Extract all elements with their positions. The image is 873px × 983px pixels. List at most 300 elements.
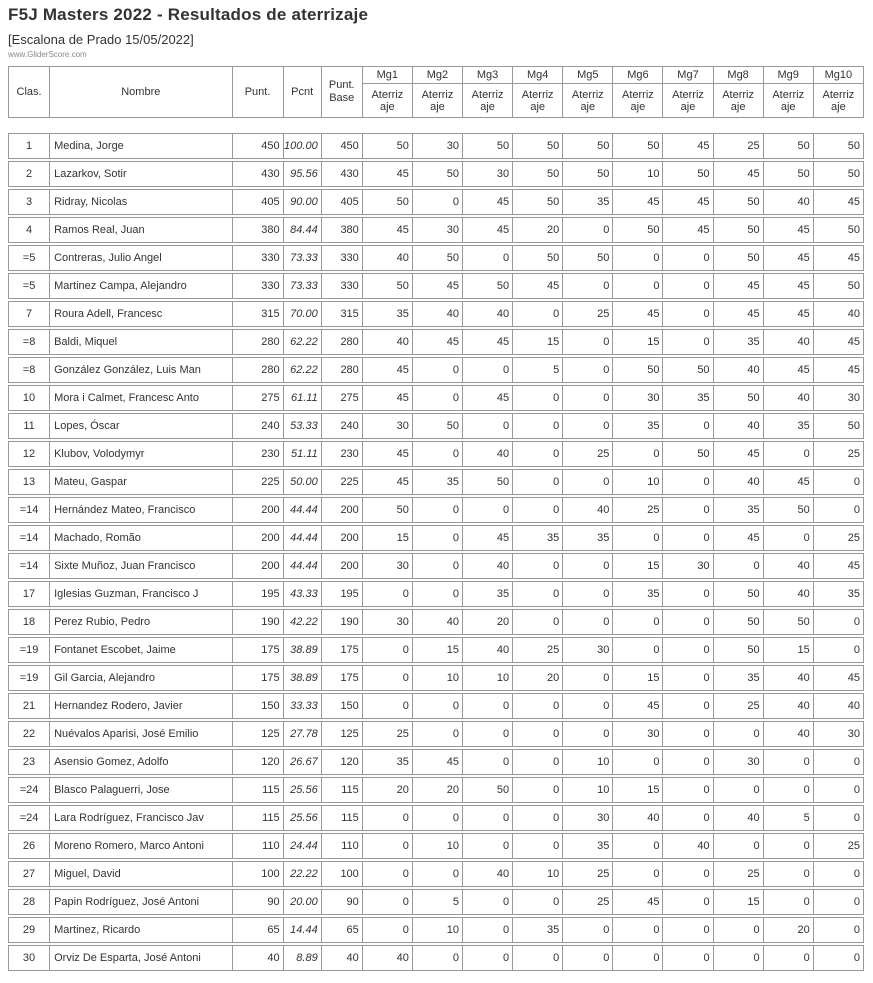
mg6-landing-cell: 50 — [613, 217, 663, 243]
mg8-landing-cell: 50 — [714, 637, 764, 663]
points-cell: 115 — [233, 805, 284, 831]
mg4-landing-cell: 0 — [513, 889, 563, 915]
percent-cell: 61.11 — [284, 385, 322, 411]
mg10-landing-cell: 0 — [814, 609, 864, 635]
table-row — [8, 441, 864, 467]
mg6-landing-cell: 0 — [613, 637, 663, 663]
mg5-landing-cell: 0 — [563, 609, 613, 635]
mg1-landing-cell: 15 — [363, 525, 413, 551]
rank-cell: =8 — [8, 357, 50, 383]
pilot-name-cell: Hernandez Rodero, Javier — [50, 693, 232, 719]
percent-cell: 53.33 — [284, 413, 322, 439]
mg3-landing-cell: 40 — [463, 861, 513, 887]
mg1-label: Mg1 — [363, 67, 412, 84]
table-row — [8, 693, 864, 719]
mg6-landing-cell: 0 — [613, 525, 663, 551]
mg9-landing-cell: 45 — [764, 273, 814, 299]
mg5-landing-cell: 50 — [563, 161, 613, 187]
mg1-landing-cell: 45 — [363, 217, 413, 243]
mg5-landing-cell: 0 — [563, 273, 613, 299]
mg6-landing-cell: 0 — [613, 273, 663, 299]
mg3-landing-cell: 45 — [463, 385, 513, 411]
mg2-landing-cell: 0 — [413, 525, 463, 551]
base-points-cell: 125 — [322, 721, 363, 747]
punt-base-label: Punt. Base — [328, 79, 355, 104]
mg3-landing-cell: 40 — [463, 301, 513, 327]
mg9-landing-cell: 40 — [764, 721, 814, 747]
rank-cell: 13 — [8, 469, 50, 495]
pilot-name-cell: Lopes, Óscar — [50, 413, 232, 439]
table-row — [8, 581, 864, 607]
mg9-landing-cell: 0 — [764, 441, 814, 467]
rank-cell: =24 — [8, 805, 50, 831]
column-header-mg3 — [463, 66, 513, 118]
mg6-landing-cell: 0 — [613, 245, 663, 271]
table-row — [8, 805, 864, 831]
column-header-mg10 — [814, 66, 864, 118]
mg5-label: Mg5 — [563, 67, 612, 84]
mg3-landing-cell: 0 — [463, 833, 513, 859]
table-row — [8, 413, 864, 439]
table-row — [8, 721, 864, 747]
mg2-landing-cell: 0 — [413, 861, 463, 887]
mg8-landing-cell: 50 — [714, 385, 764, 411]
mg2-landing-cell: 40 — [413, 301, 463, 327]
points-cell: 280 — [233, 329, 284, 355]
mg10-landing-cell: 50 — [814, 161, 864, 187]
mg3-landing-cell: 40 — [463, 553, 513, 579]
column-header-pcnt: Pcnt — [284, 66, 322, 118]
mg9-landing-cell: 45 — [764, 357, 814, 383]
percent-cell: 50.00 — [284, 469, 322, 495]
points-cell: 280 — [233, 357, 284, 383]
page-title: F5J Masters 2022 - Resultados de aterrizaje — [8, 5, 369, 24]
table-row — [8, 497, 864, 523]
percent-cell: 84.44 — [284, 217, 322, 243]
rank-cell: =5 — [8, 245, 50, 271]
mg3-landing-cell: 0 — [463, 805, 513, 831]
mg1-landing-cell: 0 — [363, 693, 413, 719]
points-cell: 65 — [233, 917, 284, 943]
base-points-cell: 280 — [322, 329, 363, 355]
mg3-landing-cell: 10 — [463, 665, 513, 691]
rank-cell: 26 — [8, 833, 50, 859]
mg2-landing-cell: 45 — [413, 273, 463, 299]
mg1-landing-cell: 40 — [363, 945, 413, 971]
mg7-landing-cell: 50 — [663, 441, 713, 467]
mg4-landing-cell: 45 — [513, 273, 563, 299]
mg7-landing-cell: 0 — [663, 665, 713, 691]
mg3-landing-cell: 0 — [463, 889, 513, 915]
mg8-landing-cell: 45 — [714, 441, 764, 467]
mg2-landing-cell: 0 — [413, 441, 463, 467]
mg2-landing-cell: 50 — [413, 413, 463, 439]
table-row — [8, 133, 864, 159]
mg4-landing-cell: 25 — [513, 637, 563, 663]
mg7-landing-cell: 0 — [663, 945, 713, 971]
points-cell: 40 — [233, 945, 284, 971]
base-points-cell: 150 — [322, 693, 363, 719]
mg4-landing-cell: 50 — [513, 189, 563, 215]
mg8-landing-cell: 0 — [714, 553, 764, 579]
mg9-landing-cell: 50 — [764, 161, 814, 187]
mg3-landing-cell: 0 — [463, 357, 513, 383]
pilot-name-cell: Ramos Real, Juan — [50, 217, 232, 243]
mg4-landing-cell: 0 — [513, 749, 563, 775]
mg7-landing-cell: 0 — [663, 329, 713, 355]
mg9-landing-cell: 5 — [764, 805, 814, 831]
rank-cell: 29 — [8, 917, 50, 943]
mg1-landing-cell: 0 — [363, 637, 413, 663]
mg4-landing-cell: 20 — [513, 217, 563, 243]
mg3-landing-cell: 0 — [463, 945, 513, 971]
rank-cell: =14 — [8, 525, 50, 551]
mg6-landing-cell: 30 — [613, 385, 663, 411]
mg3-landing-cell: 50 — [463, 133, 513, 159]
mg7-landing-cell: 0 — [663, 721, 713, 747]
mg7-landing-cell: 0 — [663, 245, 713, 271]
mg8-landing-cell: 0 — [714, 777, 764, 803]
mg5-landing-cell: 30 — [563, 637, 613, 663]
mg5-landing-cell: 0 — [563, 553, 613, 579]
table-row — [8, 833, 864, 859]
mg5-landing-cell: 0 — [563, 217, 613, 243]
mg10-landing-cell: 45 — [814, 665, 864, 691]
mg4-landing-cell: 0 — [513, 413, 563, 439]
mg10-landing-cell: 40 — [814, 693, 864, 719]
mg10-landing-cell: 30 — [814, 385, 864, 411]
pilot-name-cell: Lara Rodríguez, Francisco Jav — [50, 805, 232, 831]
mg10-landing-cell: 0 — [814, 945, 864, 971]
mg2-landing-cell: 45 — [413, 329, 463, 355]
mg4-label: Mg4 — [513, 67, 562, 84]
column-header-mg2 — [413, 66, 463, 118]
base-points-cell: 65 — [322, 917, 363, 943]
mg6-landing-cell: 45 — [613, 189, 663, 215]
mg2-sublabel: Aterrizaje — [421, 88, 454, 113]
mg3-landing-cell: 45 — [463, 329, 513, 355]
table-row — [8, 889, 864, 915]
percent-cell: 8.89 — [284, 945, 322, 971]
table-row — [8, 245, 864, 271]
column-header-mg5 — [563, 66, 613, 118]
mg4-landing-cell: 15 — [513, 329, 563, 355]
mg4-sublabel: Aterrizaje — [521, 88, 554, 113]
mg10-landing-cell: 0 — [814, 917, 864, 943]
mg5-landing-cell: 25 — [563, 301, 613, 327]
mg9-landing-cell: 0 — [764, 889, 814, 915]
base-points-cell: 200 — [322, 525, 363, 551]
table-row — [8, 609, 864, 635]
mg5-landing-cell: 35 — [563, 189, 613, 215]
mg9-landing-cell: 50 — [764, 609, 814, 635]
points-cell: 405 — [233, 189, 284, 215]
gliderscore-website-label: www.GliderScore.com — [8, 50, 87, 59]
mg9-landing-cell: 45 — [764, 217, 814, 243]
mg4-landing-cell: 10 — [513, 861, 563, 887]
rank-cell: 7 — [8, 301, 50, 327]
mg9-landing-cell: 40 — [764, 581, 814, 607]
mg1-landing-cell: 45 — [363, 357, 413, 383]
mg6-landing-cell: 45 — [613, 889, 663, 915]
mg4-landing-cell: 0 — [513, 693, 563, 719]
mg9-landing-cell: 0 — [764, 945, 814, 971]
mg1-landing-cell: 0 — [363, 889, 413, 915]
mg6-landing-cell: 35 — [613, 581, 663, 607]
mg4-landing-cell: 0 — [513, 945, 563, 971]
pilot-name-cell: Ridray, Nicolas — [50, 189, 232, 215]
mg4-landing-cell: 0 — [513, 301, 563, 327]
percent-cell: 95.56 — [284, 161, 322, 187]
base-points-cell: 190 — [322, 609, 363, 635]
mg10-landing-cell: 30 — [814, 721, 864, 747]
mg1-landing-cell: 45 — [363, 161, 413, 187]
mg8-landing-cell: 40 — [714, 469, 764, 495]
mg1-landing-cell: 35 — [363, 301, 413, 327]
base-points-cell: 115 — [322, 805, 363, 831]
mg7-landing-cell: 0 — [663, 413, 713, 439]
mg6-landing-cell: 50 — [613, 133, 663, 159]
base-points-cell: 330 — [322, 273, 363, 299]
mg10-landing-cell: 0 — [814, 805, 864, 831]
mg3-landing-cell: 0 — [463, 245, 513, 271]
mg9-sublabel: Aterrizaje — [772, 88, 805, 113]
mg8-landing-cell: 40 — [714, 357, 764, 383]
mg3-label: Mg3 — [463, 67, 512, 84]
rank-cell: 18 — [8, 609, 50, 635]
mg1-landing-cell: 35 — [363, 749, 413, 775]
pilot-name-cell: Moreno Romero, Marco Antoni — [50, 833, 232, 859]
table-row — [8, 273, 864, 299]
percent-cell: 38.89 — [284, 665, 322, 691]
mg6-landing-cell: 30 — [613, 721, 663, 747]
base-points-cell: 175 — [322, 637, 363, 663]
mg2-landing-cell: 0 — [413, 553, 463, 579]
percent-cell: 25.56 — [284, 805, 322, 831]
mg9-landing-cell: 0 — [764, 777, 814, 803]
base-points-cell: 90 — [322, 889, 363, 915]
mg10-landing-cell: 45 — [814, 553, 864, 579]
rank-cell: =24 — [8, 777, 50, 803]
mg5-landing-cell: 35 — [563, 525, 613, 551]
mg4-landing-cell: 0 — [513, 721, 563, 747]
mg5-landing-cell: 0 — [563, 581, 613, 607]
mg4-landing-cell: 0 — [513, 609, 563, 635]
rank-cell: 28 — [8, 889, 50, 915]
mg2-landing-cell: 0 — [413, 805, 463, 831]
mg7-landing-cell: 0 — [663, 805, 713, 831]
mg9-landing-cell: 40 — [764, 553, 814, 579]
points-cell: 315 — [233, 301, 284, 327]
base-points-cell: 200 — [322, 497, 363, 523]
mg2-landing-cell: 0 — [413, 385, 463, 411]
table-row — [8, 301, 864, 327]
mg5-landing-cell: 35 — [563, 833, 613, 859]
rank-cell: 21 — [8, 693, 50, 719]
mg4-landing-cell: 50 — [513, 133, 563, 159]
mg1-landing-cell: 45 — [363, 441, 413, 467]
table-row — [8, 637, 864, 663]
mg8-landing-cell: 45 — [714, 161, 764, 187]
table-row — [8, 945, 864, 971]
rank-cell: =5 — [8, 273, 50, 299]
mg6-landing-cell: 15 — [613, 329, 663, 355]
percent-cell: 27.78 — [284, 721, 322, 747]
percent-cell: 70.00 — [284, 301, 322, 327]
rank-cell: 22 — [8, 721, 50, 747]
mg8-landing-cell: 25 — [714, 693, 764, 719]
table-row — [8, 385, 864, 411]
mg7-landing-cell: 0 — [663, 917, 713, 943]
mg2-landing-cell: 10 — [413, 917, 463, 943]
mg3-landing-cell: 40 — [463, 441, 513, 467]
mg1-landing-cell: 45 — [363, 469, 413, 495]
column-header-mg8 — [714, 66, 764, 118]
mg2-landing-cell: 0 — [413, 357, 463, 383]
mg5-landing-cell: 25 — [563, 861, 613, 887]
points-cell: 230 — [233, 441, 284, 467]
mg3-landing-cell: 50 — [463, 777, 513, 803]
mg9-landing-cell: 45 — [764, 301, 814, 327]
mg4-landing-cell: 35 — [513, 917, 563, 943]
mg3-landing-cell: 0 — [463, 497, 513, 523]
event-location-date: [Escalona de Prado 15/05/2022] — [8, 32, 194, 47]
percent-cell: 73.33 — [284, 273, 322, 299]
mg8-landing-cell: 35 — [714, 497, 764, 523]
percent-cell: 51.11 — [284, 441, 322, 467]
rank-cell: 3 — [8, 189, 50, 215]
base-points-cell: 40 — [322, 945, 363, 971]
mg10-landing-cell: 0 — [814, 749, 864, 775]
percent-cell: 42.22 — [284, 609, 322, 635]
rank-cell: 17 — [8, 581, 50, 607]
pilot-name-cell: Miguel, David — [50, 861, 232, 887]
mg4-landing-cell: 5 — [513, 357, 563, 383]
points-cell: 225 — [233, 469, 284, 495]
mg7-landing-cell: 0 — [663, 301, 713, 327]
base-points-cell: 405 — [322, 189, 363, 215]
mg9-landing-cell: 50 — [764, 497, 814, 523]
mg2-landing-cell: 35 — [413, 469, 463, 495]
rank-cell: 23 — [8, 749, 50, 775]
mg2-landing-cell: 0 — [413, 581, 463, 607]
mg3-landing-cell: 45 — [463, 525, 513, 551]
mg6-landing-cell: 45 — [613, 301, 663, 327]
mg9-landing-cell: 40 — [764, 665, 814, 691]
mg1-landing-cell: 20 — [363, 777, 413, 803]
mg2-landing-cell: 10 — [413, 833, 463, 859]
mg3-landing-cell: 0 — [463, 693, 513, 719]
mg1-landing-cell: 0 — [363, 665, 413, 691]
mg10-label: Mg10 — [814, 67, 863, 84]
mg9-landing-cell: 45 — [764, 469, 814, 495]
mg6-landing-cell: 15 — [613, 777, 663, 803]
base-points-cell: 330 — [322, 245, 363, 271]
mg1-landing-cell: 0 — [363, 805, 413, 831]
mg5-landing-cell: 40 — [563, 497, 613, 523]
mg4-landing-cell: 0 — [513, 777, 563, 803]
pilot-name-cell: González González, Luis Man — [50, 357, 232, 383]
mg9-landing-cell: 0 — [764, 525, 814, 551]
mg1-landing-cell: 30 — [363, 553, 413, 579]
base-points-cell: 315 — [322, 301, 363, 327]
pilot-name-cell: Lazarkov, Sotir — [50, 161, 232, 187]
percent-cell: 44.44 — [284, 525, 322, 551]
mg7-landing-cell: 0 — [663, 273, 713, 299]
pilot-name-cell: Martinez, Ricardo — [50, 917, 232, 943]
percent-cell: 25.56 — [284, 777, 322, 803]
table-row — [8, 189, 864, 215]
column-header-mg6 — [613, 66, 663, 118]
mg1-landing-cell: 30 — [363, 609, 413, 635]
column-header-mg4 — [513, 66, 563, 118]
mg8-landing-cell: 35 — [714, 665, 764, 691]
mg1-landing-cell: 40 — [363, 329, 413, 355]
points-cell: 380 — [233, 217, 284, 243]
mg7-landing-cell: 0 — [663, 889, 713, 915]
mg7-landing-cell: 0 — [663, 581, 713, 607]
mg4-landing-cell: 0 — [513, 581, 563, 607]
mg7-landing-cell: 35 — [663, 385, 713, 411]
mg8-landing-cell: 0 — [714, 833, 764, 859]
mg10-landing-cell: 25 — [814, 441, 864, 467]
mg3-landing-cell: 0 — [463, 917, 513, 943]
mg5-landing-cell: 10 — [563, 749, 613, 775]
mg5-landing-cell: 50 — [563, 245, 613, 271]
mg2-landing-cell: 45 — [413, 749, 463, 775]
mg2-landing-cell: 50 — [413, 245, 463, 271]
percent-cell: 22.22 — [284, 861, 322, 887]
mg10-landing-cell: 0 — [814, 637, 864, 663]
mg4-landing-cell: 0 — [513, 469, 563, 495]
mg4-landing-cell: 35 — [513, 525, 563, 551]
mg10-landing-cell: 0 — [814, 497, 864, 523]
table-row — [8, 861, 864, 887]
pilot-name-cell: Klubov, Volodymyr — [50, 441, 232, 467]
mg5-landing-cell: 0 — [563, 945, 613, 971]
pilot-name-cell: Orviz De Esparta, José Antoni — [50, 945, 232, 971]
percent-cell: 43.33 — [284, 581, 322, 607]
pilot-name-cell: Medina, Jorge — [50, 133, 232, 159]
percent-cell: 20.00 — [284, 889, 322, 915]
mg1-sublabel: Aterrizaje — [371, 88, 404, 113]
mg1-landing-cell: 25 — [363, 721, 413, 747]
mg6-landing-cell: 0 — [613, 833, 663, 859]
mg2-landing-cell: 50 — [413, 161, 463, 187]
mg6-sublabel: Aterrizaje — [622, 88, 654, 113]
mg6-landing-cell: 25 — [613, 497, 663, 523]
points-cell: 240 — [233, 413, 284, 439]
mg7-landing-cell: 0 — [663, 693, 713, 719]
mg9-landing-cell: 45 — [764, 245, 814, 271]
mg1-landing-cell: 50 — [363, 189, 413, 215]
mg5-landing-cell: 0 — [563, 917, 613, 943]
mg10-landing-cell: 35 — [814, 581, 864, 607]
base-points-cell: 110 — [322, 833, 363, 859]
mg8-landing-cell: 50 — [714, 609, 764, 635]
pilot-name-cell: Papin Rodríguez, José Antoni — [50, 889, 232, 915]
rank-cell: =19 — [8, 665, 50, 691]
pilot-name-cell: Perez Rubio, Pedro — [50, 609, 232, 635]
table-row — [8, 469, 864, 495]
mg4-landing-cell: 50 — [513, 161, 563, 187]
mg8-landing-cell: 40 — [714, 413, 764, 439]
base-points-cell: 100 — [322, 861, 363, 887]
pilot-name-cell: Martinez Campa, Alejandro — [50, 273, 232, 299]
mg7-landing-cell: 0 — [663, 497, 713, 523]
mg9-landing-cell: 0 — [764, 833, 814, 859]
mg4-landing-cell: 50 — [513, 245, 563, 271]
